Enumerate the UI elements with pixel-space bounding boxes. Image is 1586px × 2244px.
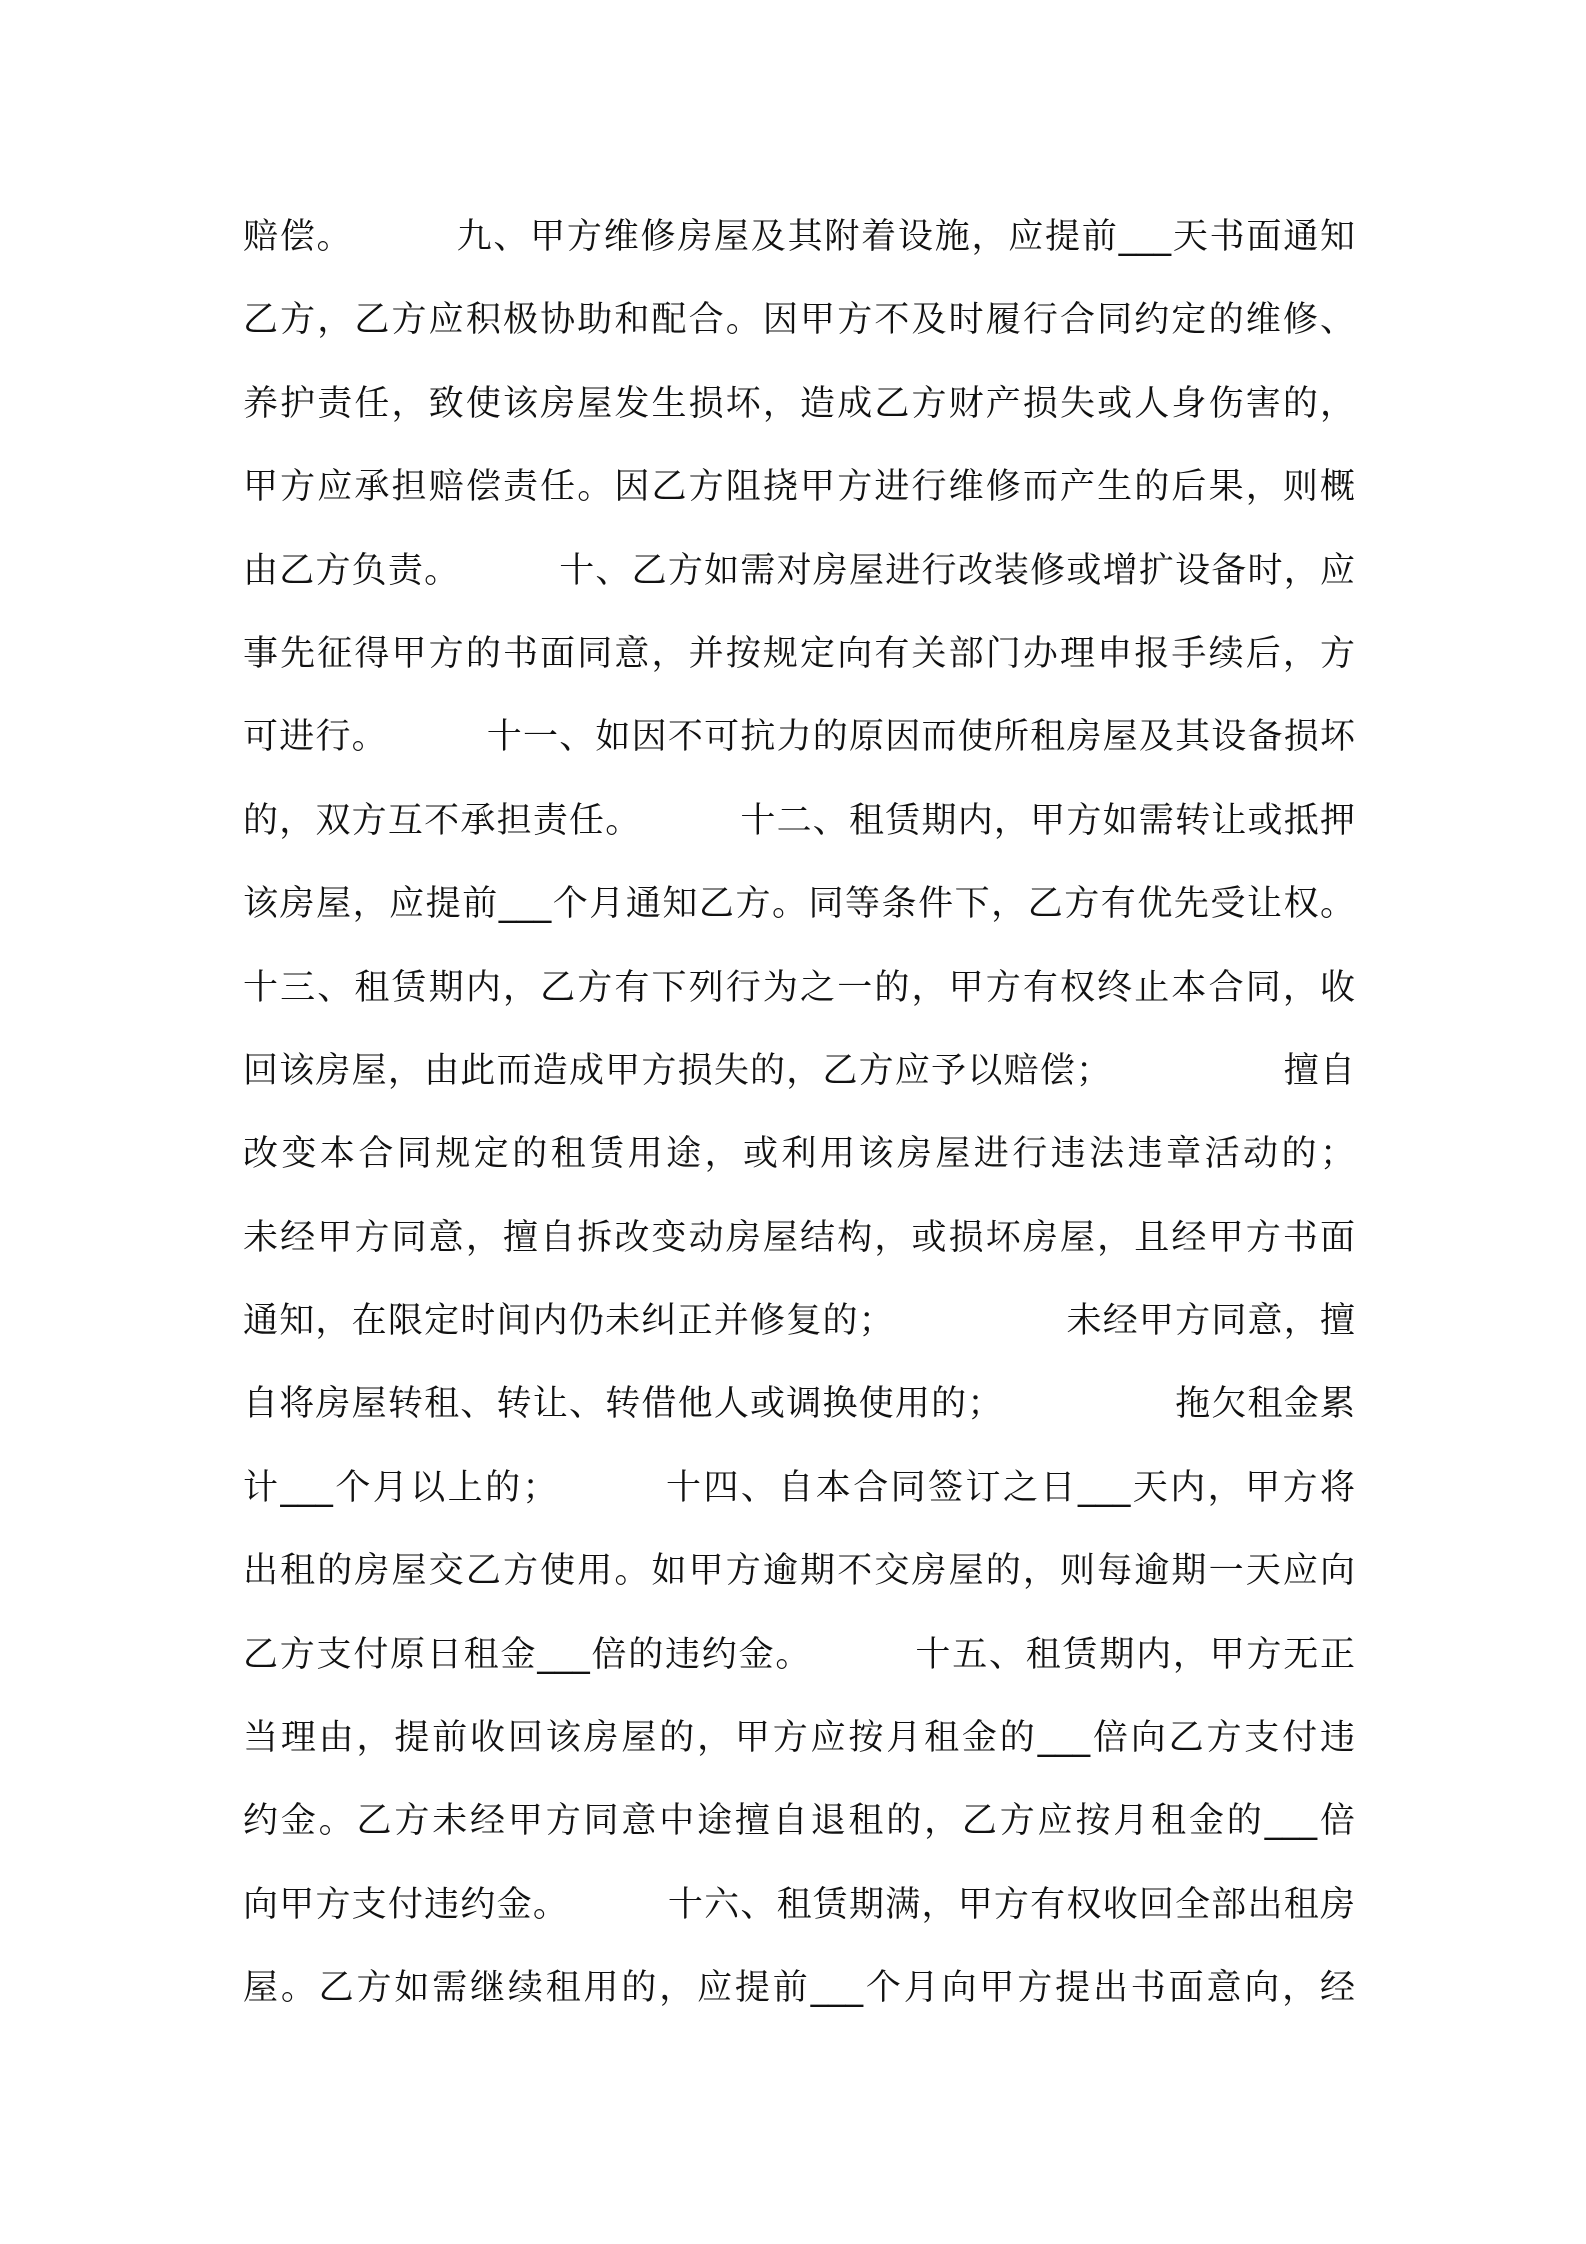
text-line-4: 甲方应承担赔偿责任。因乙方阻挠甲方进行维修而产生的后果，则概 [243, 467, 1355, 508]
text-line-5: 由乙方负责。 十、乙方如需对房屋进行改装修或增扩设备时，应 [243, 550, 1355, 591]
text-line-7: 可进行。 十一、如因不可抗力的原因而使所租房屋及其设备损坏 [243, 717, 1355, 758]
text-line-21: 向甲方支付违约金。 十六、租赁期满，甲方有权收回全部出租房 [243, 1884, 1355, 1925]
text-line-3: 养护责任，致使该房屋发生损坏，造成乙方财产损失或人身伤害的， [243, 383, 1355, 424]
text-line-20: 约金。乙方未经甲方同意中途擅自退租的，乙方应按月租金的___倍 [243, 1801, 1355, 1842]
text-line-15: 自将房屋转租、转让、转借他人或调换使用的； 拖欠租金累 [243, 1384, 1355, 1425]
text-line-12: 改变本合同规定的租赁用途，或利用该房屋进行违法违章活动的； [243, 1134, 1355, 1175]
text-line-2: 乙方，乙方应积极协助和配合。因甲方不及时履行合同约定的维修、 [243, 300, 1355, 341]
text-line-13: 未经甲方同意，擅自拆改变动房屋结构，或损坏房屋，且经甲方书面 [243, 1217, 1355, 1258]
text-line-22: 屋。乙方如需继续租用的，应提前___个月向甲方提出书面意向，经 [243, 1968, 1355, 2009]
text-line-19: 当理由，提前收回该房屋的，甲方应按月租金的___倍向乙方支付违 [243, 1718, 1355, 1759]
text-line-18: 乙方支付原日租金___倍的违约金。 十五、租赁期内，甲方无正 [243, 1634, 1355, 1675]
text-line-9: 该房屋，应提前___个月通知乙方。同等条件下，乙方有优先受让权。 [243, 884, 1355, 925]
text-line-6: 事先征得甲方的书面同意，并按规定向有关部门办理申报手续后，方 [243, 633, 1355, 674]
text-line-14: 通知，在限定时间内仍未纠正并修复的； 未经甲方同意，擅 [243, 1301, 1355, 1342]
text-line-8: 的，双方互不承担责任。 十二、租赁期内，甲方如需转让或抵押 [243, 800, 1355, 841]
text-line-10: 十三、租赁期内，乙方有下列行为之一的，甲方有权终止本合同，收 [243, 967, 1355, 1008]
text-line-17: 出租的房屋交乙方使用。如甲方逾期不交房屋的，则每逾期一天应向 [243, 1551, 1355, 1592]
text-line-16: 计___个月以上的； 十四、自本合同签订之日___天内，甲方将 [243, 1467, 1355, 1508]
text-line-11: 回该房屋，由此而造成甲方损失的，乙方应予以赔偿； 擅自 [243, 1050, 1355, 1091]
text-line-1: 赔偿。 九、甲方维修房屋及其附着设施，应提前___天书面通知 [243, 217, 1355, 257]
contract-body-text [243, 196, 1355, 2031]
